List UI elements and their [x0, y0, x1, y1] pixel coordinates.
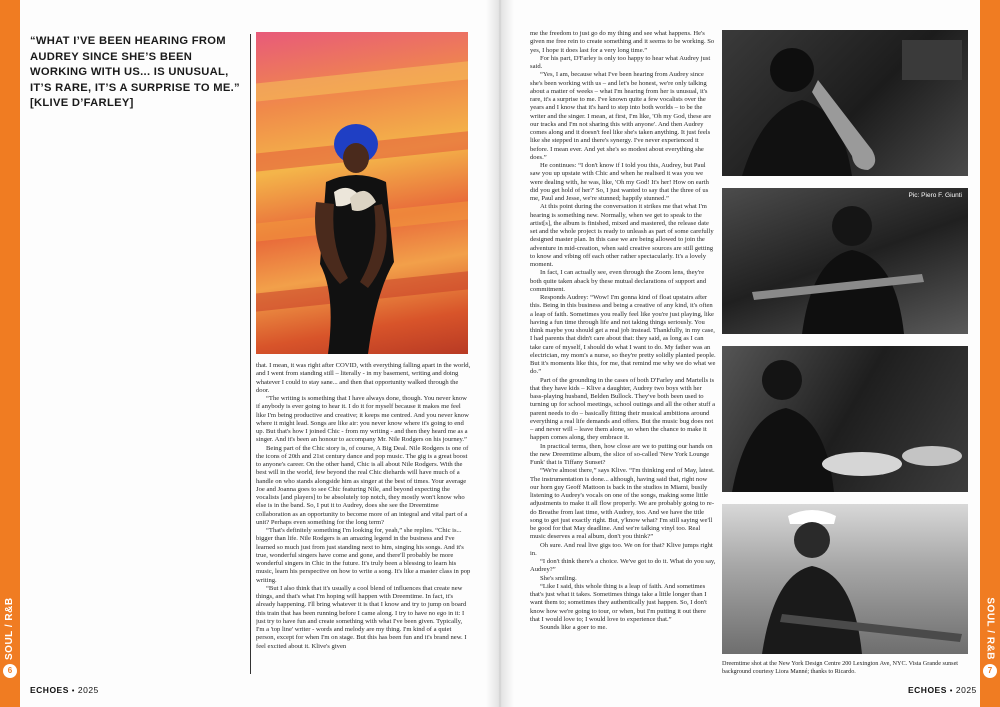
paragraph: “We're almost there,” says Klive. “I'm thinking end of May, latest. The instrumentation is done... although, having said that, right now our horn guy Geoff Mattoon is back in the studios in Miami, busily listening to Audrey's vocals on one of the songs, making some little adjustments to make it all flow properly. We are probably going to re-do Breathe from last time, with Audrey, too. And we have the title song to get just exactly right. But, y'know what? I'm still saying we'll be good for that May deadline. And we're talking vinyl too. Real music deserves a real album, don't you think?”	[530, 467, 715, 541]
footer-separator: •	[949, 688, 953, 695]
paragraph: Sounds like a goer to me.	[540, 624, 608, 631]
paragraph: At this point during the conversation it strikes me that what I'm hearing is something new. Normally, when we get to speak to the artist[s], the album is finished, mixed and mastered, the release date set and the whole project is ready to unleash as part of some carefully designed master plan. In this case we are being allowed to join the adventure in mid-creation, when said creative sources are still getting to know and vibing off each other rather spectacularly. It's a lovely moment.	[530, 203, 714, 268]
paragraph: In fact, I can actually see, even through the Zoom lens, they're both quite taken aback by these mutual declarations of support and commitment.	[530, 269, 707, 293]
page-number-left: 6	[3, 664, 17, 678]
vertical-rule	[250, 34, 251, 674]
paragraph: Oh sure. And real live gigs too. We on for that? Klive jumps right in.	[530, 541, 713, 557]
guitarist-silhouette	[722, 504, 968, 654]
paragraph: me the freedom to just go do my thing and see what happens. He's given me free rein to create something and it seems to be working. So yes, I hope it does last for a very long time.”	[530, 30, 715, 54]
saxophone-player-silhouette	[722, 30, 968, 176]
footer-brand: ECHOES	[30, 685, 69, 695]
paragraph: Responds Audrey: “Wow! I'm gonna kind of float upstairs after this. Being in this business and being a creative of any kind, it's often a leap of faith. Sometimes you really feel like you're just playing, like having a fun time through life and not taking things seriously. You think maybe you should get a real job instead. Thankfully, in my case, I had parents that didn't care about that: they said, as long as I can take care of myself, I should do what I want to do. My father was an electrician, my mom's a nurse, so they're pretty solidly planted people. But it's moments like this, for me, that remind me why we do what we do.”	[530, 294, 716, 376]
photo-percussionist	[722, 346, 968, 492]
photo-saxophonist	[722, 30, 968, 176]
photo-guitarist	[722, 504, 968, 654]
footer-year: 2025	[955, 685, 977, 695]
right-edge-bar	[980, 0, 1000, 707]
percussionist-silhouette	[722, 346, 968, 492]
photo-bassist	[722, 188, 968, 334]
paragraph: For his part, D'Farley is only too happy to hear what Audrey just said.	[530, 54, 711, 70]
article-column-left	[256, 362, 472, 682]
left-edge-bar	[0, 0, 20, 707]
paragraph: “Like I said, this whole thing is a leap of faith. And sometimes that's just what it takes. Sometimes things take a little longer than I want them to; sometimes they authentically just happen. So, I don't know how we're going to tour, or when, but I'm putting it out there that I would love to; I would love to experience that.”	[530, 582, 707, 623]
paragraph: “The writing is something that I have always done, though. You never know if anybody is ever going to hear it. I do it for myself because it makes me feel like I'm being productive and creative; it keeps me centred. And you never know where it might lead. Songs are like air: you never know where it's going to end up. But that's how I joined Chic - from my writing - and then they heard me as a singer. And it's been an honour to accompany Mr. Nile Rodgers on his journey.”	[256, 395, 469, 444]
photo-caption: Dreemtime shot at the New York Design Centre 200 Lexington Ave, NYC. Vista Grande sunset background courtesy Liora Manné; thanks to Ricardo.	[722, 660, 959, 675]
bass-player-silhouette	[722, 188, 968, 334]
pull-quote: “WHAT I’VE BEEN HEARING FROM AUDREY SINCE SHE’S BEEN WORKING WITH US... IS UNUSUAL, IT’S RARE, IT’S A SURPRISE TO ME.” [KLIVE D’FARLEY]	[30, 35, 240, 109]
hero-photo	[256, 32, 468, 354]
paragraph: He continues: “I don't know if I told you this, Audrey, but Paul saw you up upstate with Chic and when he realised it was you we were dealing with, he was, like, 'Oh my God! It's her! How on earth did you get hold of her?' So, I just wanted to say that the three of us me, Paul and Jesse, we're stunned; happily stunned.”	[530, 162, 709, 202]
article-column-right	[530, 30, 716, 680]
paragraph: In practical terms, then, how close are we to putting our hands on the new Dreemtime album, the slice of so-called 'New York Lounge Funk' that is Tiffany Sunset?	[530, 442, 713, 466]
singer-figure	[256, 32, 468, 354]
paragraph: “That's definitely something I'm looking for, yeah,” she replies. “Chic is... bigger than life. Nile Rodgers is an amazing legend in the business and I've learned so much just from just standing next to him, singing his songs. And it's true, wonderful singers have come and gone, and there'll probably be more wonderful singers in Chic in the future. It's truly been a blessing to learn his music, learn his perspective on how to write a song. It's like a master class in pop writing.	[256, 527, 471, 584]
paragraph: Being part of the Chic story is, of course, A Big Deal. Nile Rodgers is one of the icons of 20th and 21st century dance and pop music. The gig is a great boost to anyone's career. On the other hand, Chic is all about Nile Rodgers. With the best will in the world, few beyond the real Chic diehards will have much of a handle on who stands alongside him as singer at the best of times. Your average Joe and Joanna goes to see Chic featuring Nile, and beyond expecting the vocalists [and players] to be absolutely top notch, they mostly won't know who else is in the band. So, I put it to Audrey, does she see the Dreemtime collaboration as an opportunity to become more of an integral and vital part of a unit? Perhaps even something for the long term?	[256, 444, 469, 526]
paragraph: “I don't think there's a choice. We've got to do it. What do you say, Audrey?”	[530, 558, 716, 574]
section-label-right: SOUL / R&B	[985, 597, 996, 660]
paragraph: that. I mean, it was right after COVID, with everything falling apart in the world, and I went from standing still – literally - in my basement, writing and doing whatever I could to stay sane... and then that opportunity walked through the door.	[256, 362, 471, 394]
footer-brand: ECHOES	[908, 685, 947, 695]
paragraph: “Yes, I am, because what I've been hearing from Audrey since she's been working with us – and let's be honest, we're only talking about a matter of weeks – what I'm hearing from her is unusual, it's rare, it's a surprise to me. I've known quite a few vocalists over the years and I know that it's hard to step into both worlds – to be the writer and the singer. I mean, at first, I'm like, 'Oh my God, these are our tracks and I'm not sharing this with anyone'. And then Audrey comes along and it doesn't feel like she's taken anything. It just feels like she stepped in and there's synergy. I've never experienced it before. I mean ever. And yet she's so modest about everything she does.”	[530, 71, 712, 161]
paragraph: “But I also think that it's usually a cool blend of influences that create new things, and that's what I'm hoping will happen with Dreemtime. In fact, it's already happening. I'll bring whatever it is that I know and try to jump on board this train that has been running before I came along. I try to have no ego in it: I just try to have fun and create something with what I've been given. Typically, I'm a 'top line' writer - words and melody are my thing. I'm kind of a quiet person, except for when I'm on stage. But this has been fun and it's brand new. I feel excited about it. Klive's given	[256, 584, 467, 650]
paragraph: She's smiling.	[540, 574, 577, 582]
footer-right	[908, 685, 977, 695]
page-number-right: 7	[983, 664, 997, 678]
paragraph: Part of the grounding in the cases of both D'Farley and Martells is that they have kids – Klive a daughter, Audrey two boys with her bass-playing husband, Belden Bullock. They've both been used to turning up for school meetings, school outings and all the other stuff a parent needs to do – basically fitting their musical ambitions around everything a real life demands and offers. But the music bug does not – and never will – leave them alone, so when the chance to make it happen comes along, they embrace it.	[530, 376, 716, 442]
footer-left	[30, 685, 99, 695]
footer-year: 2025	[77, 685, 99, 695]
footer-separator: •	[71, 688, 75, 695]
section-label-left: SOUL / R&B	[4, 597, 15, 660]
photo-credit: Pic: Piero F. Giunti	[908, 192, 962, 199]
